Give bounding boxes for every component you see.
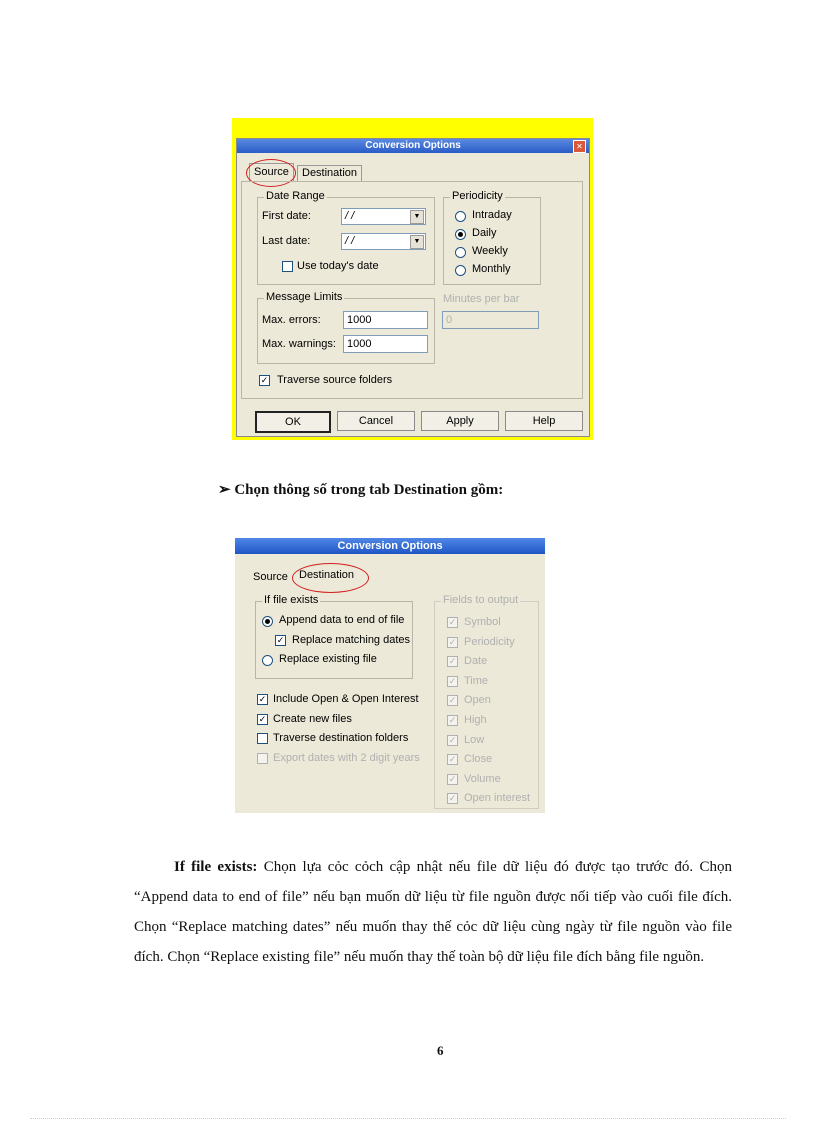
max-warnings-label: Max. warnings: [262, 338, 336, 350]
field-output-checkbox: ✓ [448, 793, 457, 804]
page-footer-divider [30, 1118, 786, 1119]
conversion-options-dialog-source [236, 138, 590, 437]
radio-append[interactable] [262, 616, 273, 627]
field-output-label: Periodicity [464, 635, 515, 648]
field-output-label: Symbol [464, 616, 501, 628]
monthly-label: Monthly [472, 263, 511, 275]
first-date-label: First date: [262, 210, 311, 222]
weekly-label: Weekly [472, 245, 508, 257]
tab-source[interactable]: Source [249, 163, 294, 181]
intraday-label: Intraday [472, 209, 512, 221]
radio-weekly[interactable] [455, 247, 466, 258]
export-dates-checkbox [257, 753, 268, 764]
bullet-arrow-icon: ➢ [218, 482, 231, 498]
minutes-per-bar-label: Minutes per bar [443, 293, 520, 305]
chevron-down-icon[interactable]: ▼ [410, 210, 424, 224]
field-output-checkbox: ✓ [448, 734, 457, 745]
description-paragraph [134, 852, 732, 972]
ok-button[interactable]: OK [255, 411, 331, 433]
radio-monthly[interactable] [455, 265, 466, 276]
field-output-label: Close [464, 753, 493, 766]
close-icon[interactable]: ✕ [573, 140, 586, 153]
replace-existing-label: Replace existing file [279, 653, 377, 665]
use-today-label: Use today's date [297, 260, 379, 272]
field-output-label: Volume [464, 772, 501, 785]
field-output-label: Date [464, 655, 488, 668]
last-date-label: Last date: [262, 235, 311, 247]
paragraph-lead: If file exists: [174, 859, 258, 875]
tab-destination[interactable]: Destination [297, 165, 362, 181]
daily-label: Daily [472, 227, 497, 239]
date-range-label: Date Range [266, 190, 325, 202]
field-output-checkbox: ✓ [448, 695, 457, 706]
conversion-options-dialog-destination [235, 538, 545, 813]
traverse-destination-label: Traverse destination folders [273, 732, 409, 744]
message-limits-group [257, 291, 435, 364]
paragraph-body: Chọn lựa cỏc cỏch cập nhật nếu file dữ liệu đó được tạo trước đó. Chọn “Append data to end of file” nếu bạn muốn dữ liệu từ file nguồn được nối tiếp vào cuối file đích. Chọn “Replace matching dates” nếu muốn thay thế cỏc dữ liệu cùng ngày từ file nguồn vào file đích. Chọn “Replace existing file” nếu muốn thay thế toàn bộ dữ liệu file đích bằng file nguồn. [134, 859, 732, 965]
message-limits-label: Message Limits [266, 291, 343, 303]
radio-intraday[interactable] [455, 211, 466, 222]
fields-to-output-label: Fields to output [443, 594, 519, 606]
traverse-destination-checkbox[interactable] [257, 733, 268, 744]
if-file-exists-label: If file exists [264, 594, 319, 606]
last-date-picker[interactable]: / / ▼ [341, 233, 426, 250]
page-number: 6 [437, 1043, 444, 1058]
radio-replace-existing[interactable] [262, 655, 273, 666]
field-output-label: Time [464, 674, 489, 687]
periodicity-label: Periodicity [452, 190, 503, 202]
field-output-checkbox: ✓ [448, 715, 457, 725]
dialog-title: Conversion Options [237, 139, 589, 153]
export-dates-label: Export dates with 2 digit years [273, 752, 420, 764]
field-output-checkbox: ✓ [448, 675, 457, 686]
replace-matching-checkbox[interactable]: ✓ [276, 635, 285, 645]
section-heading-text: Chọn thông số trong tab Destination gồm: [234, 482, 504, 498]
traverse-source-label: Traverse source folders [277, 374, 393, 386]
tab-destination[interactable]: Destination [299, 569, 355, 581]
chevron-down-icon[interactable]: ▼ [410, 235, 424, 249]
field-output-label: High [464, 714, 487, 726]
field-output-checkbox: ✓ [448, 636, 457, 647]
tab-source[interactable]: Source [253, 571, 288, 583]
use-today-checkbox[interactable] [282, 261, 293, 272]
first-date-picker[interactable]: / / ▼ [341, 208, 426, 225]
field-output-checkbox: ✓ [448, 656, 457, 667]
field-output-label: Open [464, 694, 491, 707]
max-warnings-input[interactable]: 1000 [343, 335, 428, 353]
field-output-checkbox: ✓ [448, 754, 457, 765]
max-errors-label: Max. errors: [262, 314, 321, 326]
create-new-files-checkbox[interactable]: ✓ [258, 714, 267, 724]
field-output-label: Low [464, 733, 485, 746]
minutes-per-bar-input: 0 [442, 311, 539, 329]
replace-matching-label: Replace matching dates [292, 634, 411, 646]
traverse-source-checkbox[interactable]: ✓ [260, 375, 269, 385]
append-label: Append data to end of file [279, 614, 405, 626]
apply-button[interactable]: Apply [421, 411, 499, 431]
field-output-checkbox: ✓ [448, 773, 457, 784]
help-button[interactable]: Help [505, 411, 583, 431]
field-output-checkbox: ✓ [448, 617, 457, 627]
field-output-label: Open interest [464, 792, 531, 805]
radio-daily[interactable] [455, 229, 466, 240]
include-open-interest-label: Include Open & Open Interest [273, 693, 419, 705]
dialog-title: Conversion Options [235, 538, 545, 554]
cancel-button[interactable]: Cancel [337, 411, 415, 431]
include-open-interest-checkbox[interactable]: ✓ [258, 694, 267, 704]
section-heading [218, 480, 503, 499]
create-new-files-label: Create new files [273, 713, 352, 725]
max-errors-input[interactable]: 1000 [343, 311, 428, 329]
highlight-circle [292, 563, 369, 593]
